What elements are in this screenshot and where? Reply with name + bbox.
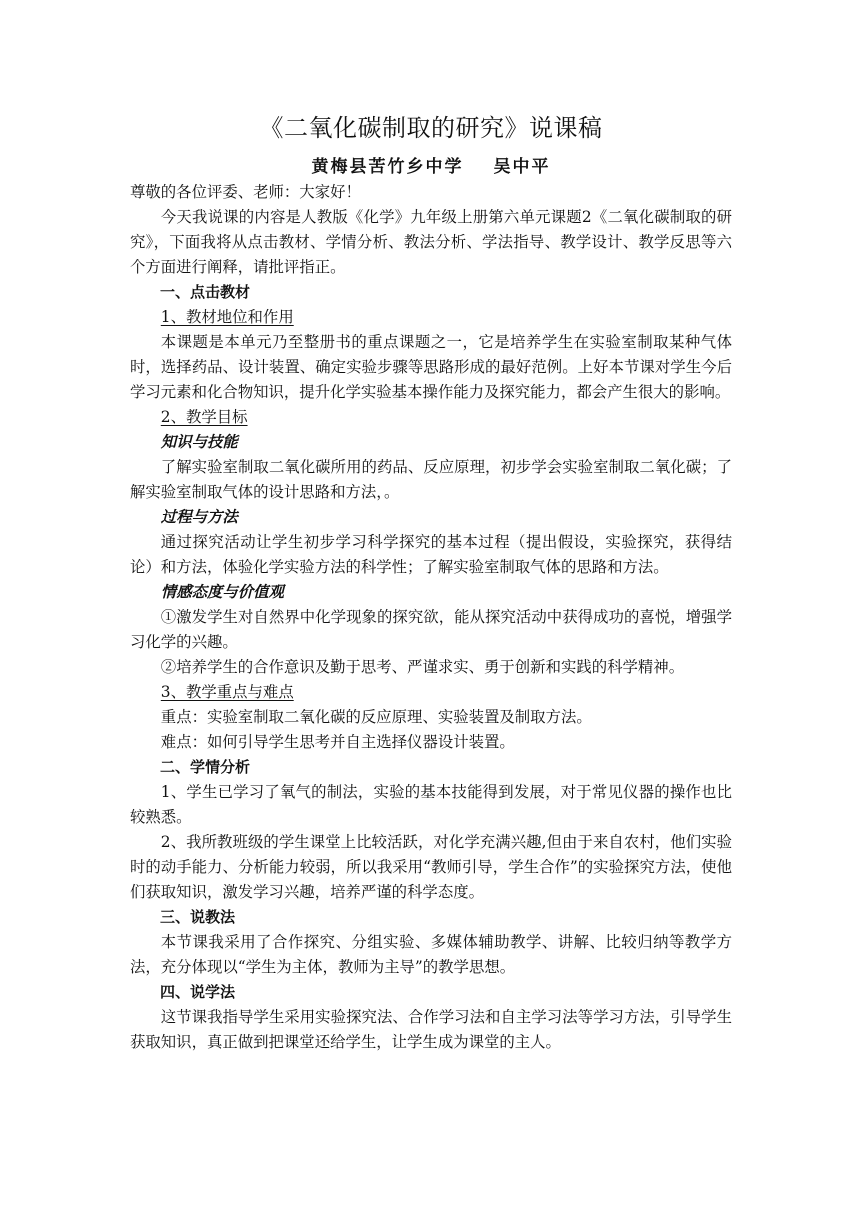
section-heading-learning-method: 四、说学法 (160, 983, 236, 1001)
author-school: 黄梅县苦竹乡中学 (311, 157, 464, 177)
student-analysis-paragraph-1: 1、学生已学习了氧气的制法，实验的基本技能得到发展，对于常见仪器的操作也比较熟悉。 (130, 783, 732, 826)
goal-process-paragraph: 通过探究活动让学生初步学习科学探究的基本过程（提出假设，实验探究，获得结论）和方法，体验化学实验方法的科学性；了解实验室制取气体的思路和方法。 (130, 533, 732, 576)
learning-method-paragraph: 这节课我指导学生采用实验探究法、合作学习法和自主学习法等学习方法，引导学生获取知识，真正做到把课堂还给学生，让学生成为课堂的主人。 (130, 1008, 732, 1051)
greeting: 尊敬的各位评委、老师：大家好！ (130, 183, 361, 201)
goal-emotion-item-2: ②培养学生的合作意识及勤于思考、严谨求实、勇于创新和实践的科学精神。 (160, 658, 685, 676)
key-point-line: 重点：实验室制取二氧化碳的反应原理、实验装置及制取方法。 (160, 708, 592, 726)
textbook-status-paragraph: 本课题是本单元乃至整册书的重点课题之一，它是培养学生在实验室制取某种气体时，选择药品、设计装置、确定实验步骤等思路形成的最好范例。上好本节课对学生今后学习元素和化合物知识，提升化学实验基本操作能力及探究能力，都会产生很大的影响。 (130, 333, 732, 401)
teaching-method-paragraph: 本节课我采用了合作探究、分组实验、多媒体辅助教学、讲解、比较归纳等教学方法，充分体现以“学生为主体，教师为主导”的教学思想。 (130, 933, 732, 976)
section-heading-teaching-method: 三、说教法 (160, 908, 236, 926)
goal-knowledge-paragraph: 了解实验室制取二氧化碳所用的药品、反应原理，初步学会实验室制取二氧化碳；了解实验室制取气体的设计思路和方法，。 (130, 458, 732, 501)
subheading-teaching-goals: 2、教学目标 (160, 408, 248, 426)
author-line (130, 154, 732, 180)
goal-emotion-item-1: ①激发学生对自然界中化学现象的探究欲，能从探究活动中获得成功的喜悦，增强学习化学的兴趣。 (130, 608, 732, 651)
intro-paragraph: 今天我说课的内容是人教版《化学》九年级上册第六单元课题2《二氧化碳制取的研究》，下面我将从点击教材、学情分析、教法分析、学法指导、教学设计、教学反思等六个方面进行阐释，请批评指正。 (130, 208, 732, 276)
goal-heading-process: 过程与方法 (160, 508, 238, 526)
section-heading-textbook: 一、点击教材 (160, 283, 251, 301)
document-page (130, 108, 732, 1055)
goal-heading-knowledge: 知识与技能 (160, 433, 238, 451)
section-heading-student-analysis: 二、学情分析 (160, 758, 251, 776)
subheading-key-points: 3、教学重点与难点 (160, 683, 294, 701)
student-analysis-paragraph-2: 2、我所教班级的学生课堂上比较活跃，对化学充满兴趣,但由于来自农村，他们实验时的动手能力、分析能力较弱，所以我采用“教师引导，学生合作”的实验探究方法，使他们获取知识，激发学习兴趣，培养严谨的科学态度。 (130, 833, 732, 901)
difficulty-line: 难点：如何引导学生思考并自主选择仪器设计装置。 (160, 733, 515, 751)
page-title: 《二氧化碳制取的研究》说课稿 (259, 114, 603, 142)
subheading-textbook-status: 1、教材地位和作用 (160, 308, 294, 326)
author-name: 吴中平 (493, 157, 551, 177)
goal-heading-emotion: 情感态度与价值观 (160, 583, 284, 601)
